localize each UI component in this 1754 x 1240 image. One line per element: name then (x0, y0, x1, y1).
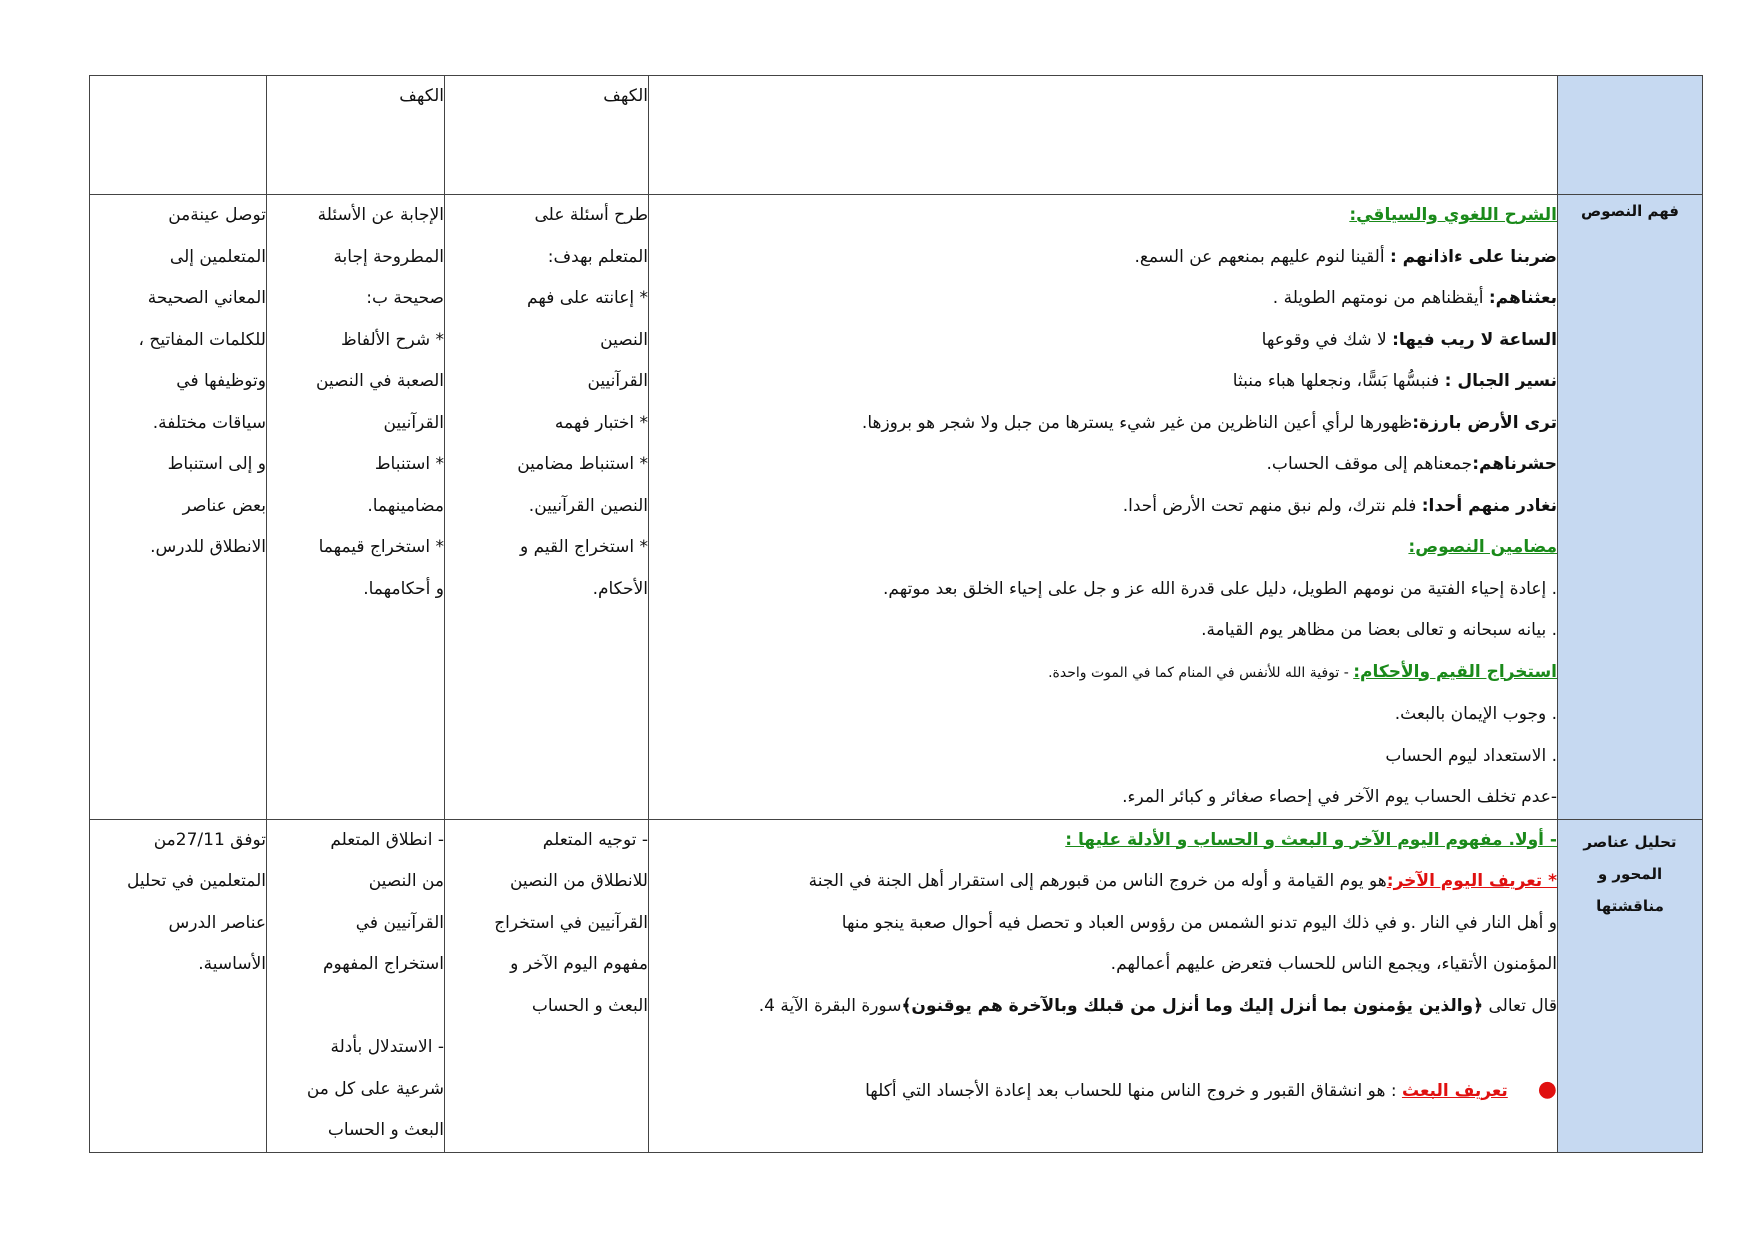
gloss-term: الساعة لا ريب فيها: (1392, 329, 1557, 350)
learner-line: القرآنيين في (355, 912, 444, 933)
value-line: . وجوب الإيمان بالبعث. (1394, 704, 1557, 724)
activity-line: الأحكام. (592, 578, 648, 599)
gloss-term: حشرناهم: (1472, 454, 1557, 474)
verse-reference: سورة البقرة الآية 4. (758, 995, 902, 1016)
content-cell (649, 195, 1558, 820)
learner-line: البعث و الحساب (327, 1120, 444, 1140)
learner-line: * شرح الألفاظ (340, 329, 444, 350)
activity-line: * اختبار فهمه (554, 412, 648, 433)
quran-verse: ﴿والذين يؤمنون بما أنزل إليك وما أنزل من قبلك وبالآخرة هم يوقنون﴾ (901, 995, 1484, 1016)
gloss-def: فنبسُّها بَسًّا، ونجعلها هباء منبثا (1232, 371, 1445, 391)
eval-line: توفق 27/11من (153, 829, 266, 850)
activity-line: النصين القرآنيين. (528, 495, 648, 516)
gloss-line (649, 278, 1557, 320)
activity-line: المتعلم بهدف: (547, 246, 648, 267)
axis-label: فهم النصوص (1581, 202, 1679, 220)
gloss-def: أيقظناهم من نومتهم الطويلة . (1272, 288, 1489, 308)
section-heading: الشرح اللغوي والسياقي: (1349, 205, 1557, 225)
activity-cell (445, 195, 649, 820)
value-line: -عدم تخلف الحساب يوم الآخر في إحصاء صغائر و كبائر المرء. (1122, 787, 1557, 807)
eval-line: و إلى استنباط (167, 454, 266, 474)
learner-line: * استخراج قيمهما (318, 537, 444, 557)
learner-line: - الاستدلال بأدلة (330, 1037, 444, 1057)
section-heading: استخراج القيم والأحكام: (1353, 661, 1557, 682)
activity-line: للانطلاق من النصين (509, 871, 648, 891)
eval-line: المتعلمين في تحليل (126, 871, 266, 891)
learner-text: الكهف (399, 86, 444, 106)
eval-line: المتعلمين إلى (169, 246, 266, 267)
learner-line: الصعبة في النصين (315, 371, 444, 391)
eval-line: للكلمات المفاتيح ، (138, 329, 266, 350)
activity-cell (445, 76, 649, 195)
activity-line: مفهوم اليوم الآخر و (510, 954, 648, 974)
eval-line: سياقات مختلفة. (152, 412, 266, 433)
activity-text: الكهف (603, 86, 648, 106)
learner-cell (267, 195, 445, 820)
gloss-line (649, 237, 1557, 279)
section-heading: مضامين النصوص: (1408, 537, 1557, 557)
axis-label: مناقشتها (1596, 896, 1664, 915)
content-cell (649, 819, 1558, 1152)
learner-line: مضامينهما. (367, 495, 444, 516)
gloss-line (649, 320, 1557, 362)
table-row (90, 819, 1703, 1152)
definition-text: هو يوم القيامة و أوله من خروج الناس من قبورهم إلى استقرار أهل الجنة في الجنة (808, 871, 1387, 891)
activity-line: * إعانته على فهم (527, 288, 648, 308)
learner-line: استخراج المفهوم (322, 954, 444, 974)
definition-text: : هو انشقاق القبور و خروج الناس منها للحساب بعد إعادة الأجساد التي أكلها (865, 1080, 1402, 1101)
eval-cell (90, 819, 267, 1152)
section-heading: - أولا. مفهوم اليوم الآخر و البعث و الحساب و الأدلة عليها : (1065, 829, 1557, 850)
table-row (90, 76, 1703, 195)
gloss-def: لا شك في وقوعها (1261, 329, 1393, 350)
activity-line: القرآنيين (587, 371, 648, 391)
axis-cell-empty (1558, 76, 1703, 195)
eval-cell-empty (90, 76, 267, 195)
definition-line: المؤمنون الأتقياء، ويجمع الناس للحساب فتعرض عليهم أعمالهم. (1110, 954, 1557, 974)
learner-line: الإجابة عن الأسئلة (317, 205, 444, 225)
learner-cell (267, 76, 445, 195)
learner-line: * استنباط (374, 454, 444, 474)
definition-label: * تعريف اليوم الآخر: (1386, 871, 1557, 891)
gloss-term: ترى الأرض بارزة: (1412, 412, 1557, 433)
bullet-icon: ● (1537, 1076, 1557, 1102)
eval-line: بعض عناصر (182, 495, 266, 516)
value-line: . الاستعداد ليوم الحساب (1385, 745, 1557, 766)
activity-line: النصين (600, 329, 648, 350)
axis-cell (1558, 819, 1703, 1152)
eval-cell (90, 195, 267, 820)
definition-line: و أهل النار في النار .و في ذلك اليوم تدنو الشمس من رؤوس العباد و تحصل فيه أحوال صعبة ينجو منها (841, 912, 1557, 933)
table-row (90, 195, 1703, 820)
gloss-term: نغادر منهم أحدا: (1421, 495, 1557, 516)
eval-line: الانطلاق للدرس. (150, 537, 266, 557)
activity-line: - توجيه المتعلم (542, 829, 648, 850)
learner-line: من النصين (368, 871, 444, 891)
activity-cell (445, 819, 649, 1152)
theme-line: . بيانه سبحانه و تعالى بعضا من مظاهر يوم القيامة. (1201, 620, 1557, 640)
content-cell-empty (649, 76, 1558, 195)
gloss-term: بعثناهم: (1488, 288, 1557, 308)
eval-line: الأساسية. (198, 954, 266, 974)
activity-line: * استنباط مضامين (517, 454, 648, 474)
gloss-term: ضربنا على ءاذانهم : (1389, 246, 1557, 267)
activity-line: طرح أسئلة على (534, 205, 648, 225)
eval-line: وتوظيفها في (176, 371, 266, 391)
learner-line: شرعية على كل من (306, 1078, 444, 1099)
axis-label: المحور و (1597, 864, 1663, 883)
eval-line: توصل عينةمن (168, 205, 266, 225)
axis-label: تحليل عناصر (1583, 832, 1677, 851)
theme-line: . إعادة إحياء الفتية من نومهم الطويل، دليل على قدرة الله عز و جل على إحياء الخلق بعد موتهم. (883, 578, 1557, 599)
eval-line: عناصر الدرس (168, 912, 266, 933)
gloss-def: ظهورها لرأي أعين الناظرين من غير شيء يسترها من جبل ولا شجر هو بروزها. (861, 412, 1413, 433)
gloss-def: فلم نترك، ولم نبق منهم تحت الأرض أحدا. (1122, 495, 1422, 516)
axis-cell (1558, 195, 1703, 820)
verse-line (649, 986, 1557, 1028)
learner-line: و أحكامهما. (363, 578, 444, 599)
activity-line: * استخراج القيم و (519, 537, 648, 557)
value-inline: - توفية الله للأنفس في المنام كما في الموت واحدة. (1048, 664, 1354, 681)
gloss-def: جمعناهم إلى موقف الحساب. (1266, 454, 1473, 474)
gloss-def: ألقينا لنوم عليهم بمنعهم عن السمع. (1134, 246, 1390, 267)
definition-label: تعريف البعث (1401, 1080, 1508, 1101)
learner-line: صحيحة ب: (366, 288, 444, 308)
gloss-line (649, 403, 1557, 445)
gloss-line (649, 444, 1557, 486)
gloss-line (649, 361, 1557, 403)
learner-line: المطروحة إجابة (333, 246, 444, 267)
lesson-table (89, 75, 1703, 1153)
activity-line: البعث و الحساب (531, 995, 648, 1016)
eval-line: المعاني الصحيحة (147, 288, 266, 308)
learner-line: - انطلاق المتعلم (330, 829, 444, 850)
definition-line (649, 861, 1557, 903)
learner-line: القرآنيين (383, 412, 444, 433)
gloss-term: نسير الجبال : (1444, 371, 1557, 391)
definition-line (649, 1069, 1557, 1113)
activity-line: القرآنيين في استخراج (494, 912, 648, 933)
verse-intro: قال تعالى (1483, 995, 1557, 1016)
gloss-line (649, 486, 1557, 528)
learner-cell (267, 819, 445, 1152)
